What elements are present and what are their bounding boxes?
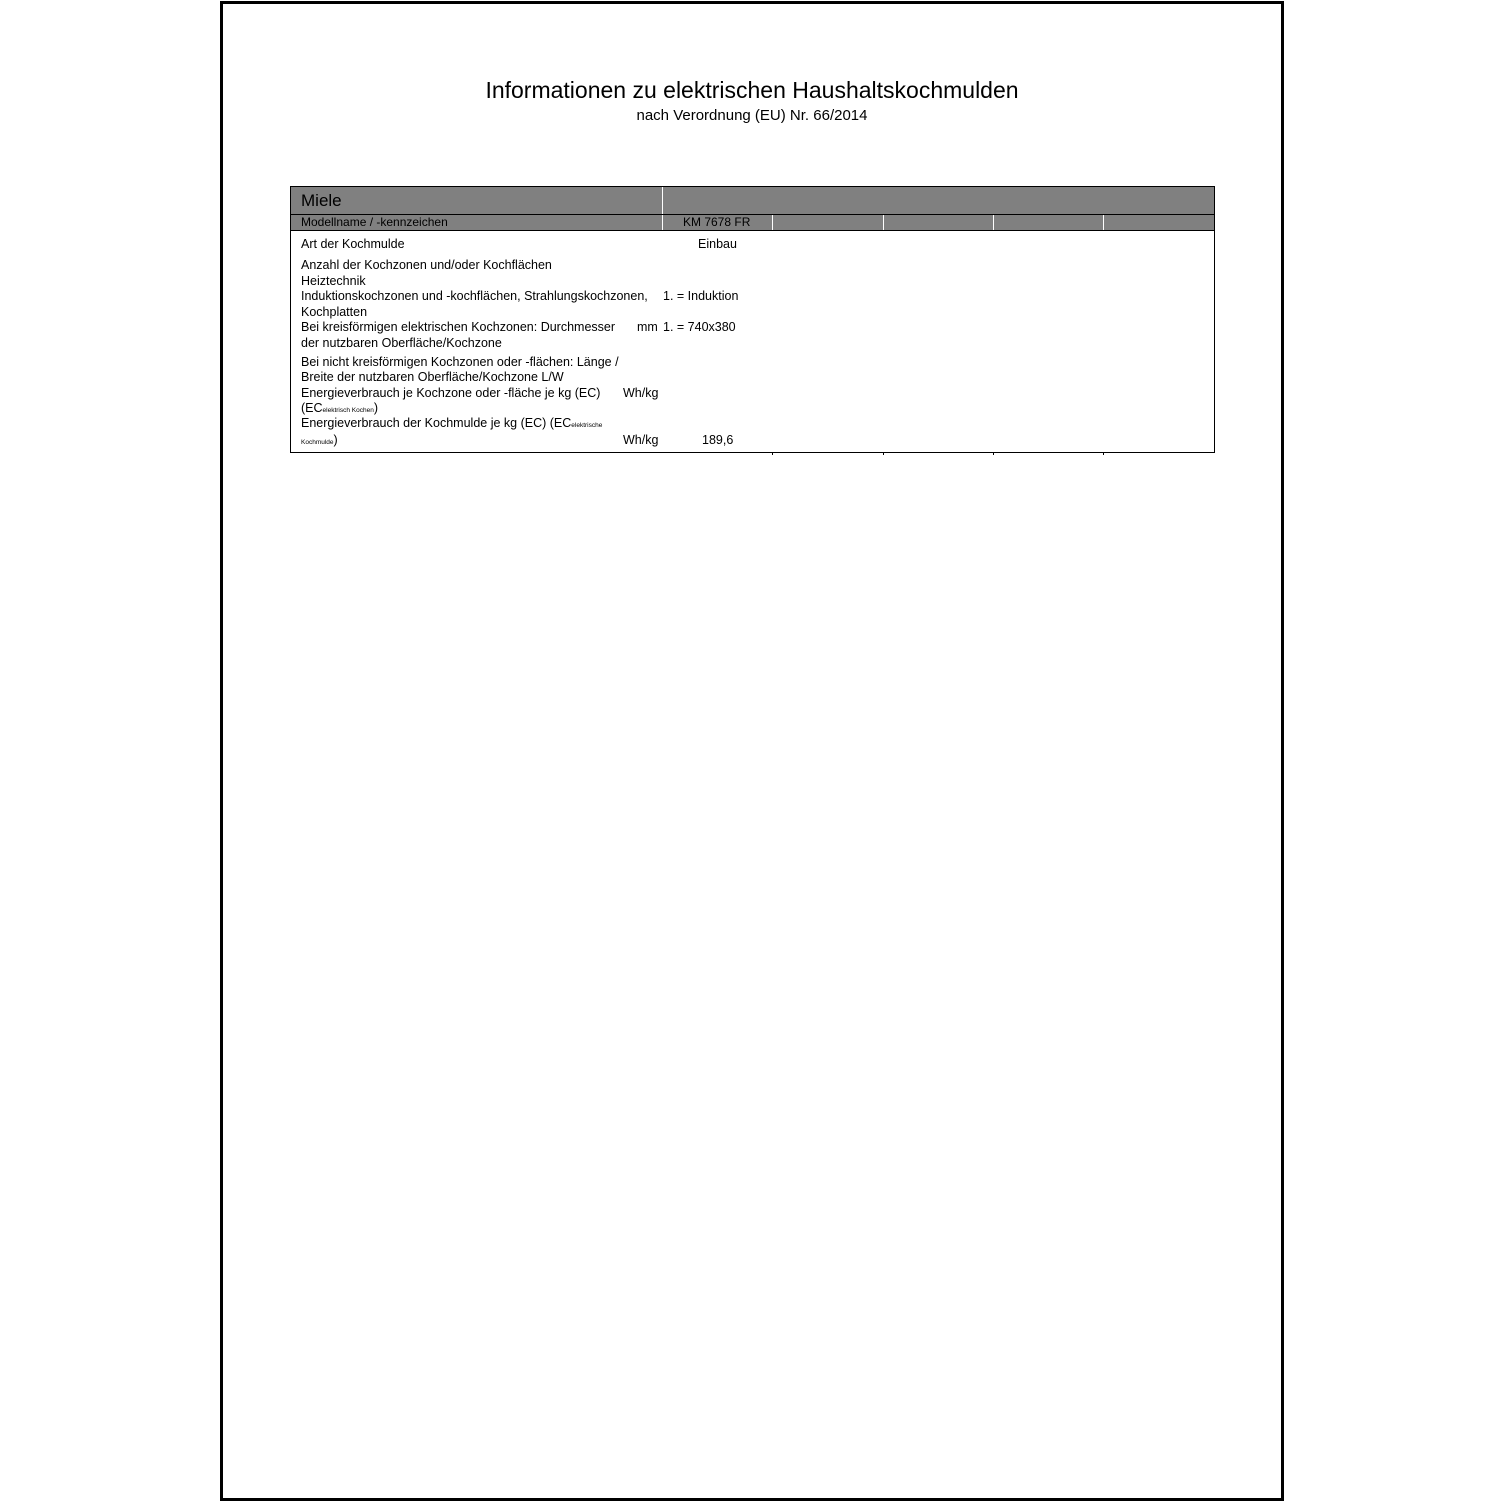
induktion-value: 1. = Induktion — [663, 289, 739, 303]
anzahl-label: Anzahl der Kochzonen und/oder Kochflächen — [301, 258, 552, 272]
column-divider — [883, 215, 884, 230]
column-tick — [993, 452, 994, 455]
table-body — [291, 232, 1214, 452]
ec-zone-subscript: elektrisch Kochen — [322, 407, 374, 414]
art-value: Einbau — [698, 237, 737, 251]
column-divider — [662, 187, 663, 214]
ec-zone-label-line1: Energieverbrauch je Kochzone oder -fläche je kg (EC) — [301, 386, 601, 400]
model-row — [291, 215, 1214, 231]
ec-mulde-subscript-2: Kochmulde — [301, 439, 334, 446]
column-tick — [883, 452, 884, 455]
product-info-table — [290, 186, 1215, 453]
kreis-label-line2: der nutzbaren Oberfläche/Kochzone — [301, 336, 502, 350]
document-page — [220, 1, 1284, 1501]
ec-mulde-unit: Wh/kg — [623, 433, 659, 447]
brand-name: Miele — [301, 191, 342, 210]
ec-mulde-label-line2 — [301, 433, 338, 449]
column-tick — [772, 452, 773, 455]
brand-row — [291, 187, 1214, 215]
induktion-label-line2: Kochplatten — [301, 305, 368, 319]
ec-zone-suffix: ) — [373, 401, 379, 415]
page-title: Informationen zu elektrischen Haushaltskochmulden — [485, 77, 1019, 103]
column-tick — [1103, 452, 1104, 455]
heiztechnik-label: Heiztechnik — [301, 274, 366, 288]
induktion-label-line1: Induktionskochzonen und -kochflächen, Strahlungskochzonen, — [301, 289, 648, 303]
model-label: Modellname / -kennzeichen — [301, 215, 448, 229]
ec-zone-prefix: (EC — [301, 401, 323, 415]
ec-zone-label-line2 — [301, 401, 378, 417]
ec-mulde-value: 189,6 — [702, 433, 734, 447]
nichtkreis-label-line2: Breite der nutzbaren Oberfläche/Kochzone L/W — [301, 370, 564, 384]
model-value: KM 7678 FR — [683, 215, 751, 229]
kreis-label-line1: Bei kreisförmigen elektrischen Kochzonen: Durchmesser — [301, 320, 616, 334]
art-label: Art der Kochmulde — [301, 237, 405, 251]
ec-mulde-suffix: ) — [333, 433, 338, 447]
column-divider — [662, 215, 663, 230]
ec-mulde-subscript-1: elektrische — [571, 422, 603, 429]
kreis-unit: mm — [637, 320, 658, 334]
nichtkreis-label-line1: Bei nicht kreisförmigen Kochzonen oder -flächen: Länge / — [301, 355, 619, 369]
column-divider — [772, 215, 773, 230]
ec-mulde-prefix: Energieverbrauch der Kochmulde je kg (EC) (EC — [301, 416, 572, 430]
page-subtitle: nach Verordnung (EU) Nr. 66/2014 — [636, 107, 868, 124]
ec-mulde-label-line1 — [301, 416, 602, 432]
column-divider — [1103, 215, 1104, 230]
column-divider — [993, 215, 994, 230]
kreis-value: 1. = 740x380 — [663, 320, 736, 334]
ec-zone-unit: Wh/kg — [623, 386, 659, 400]
